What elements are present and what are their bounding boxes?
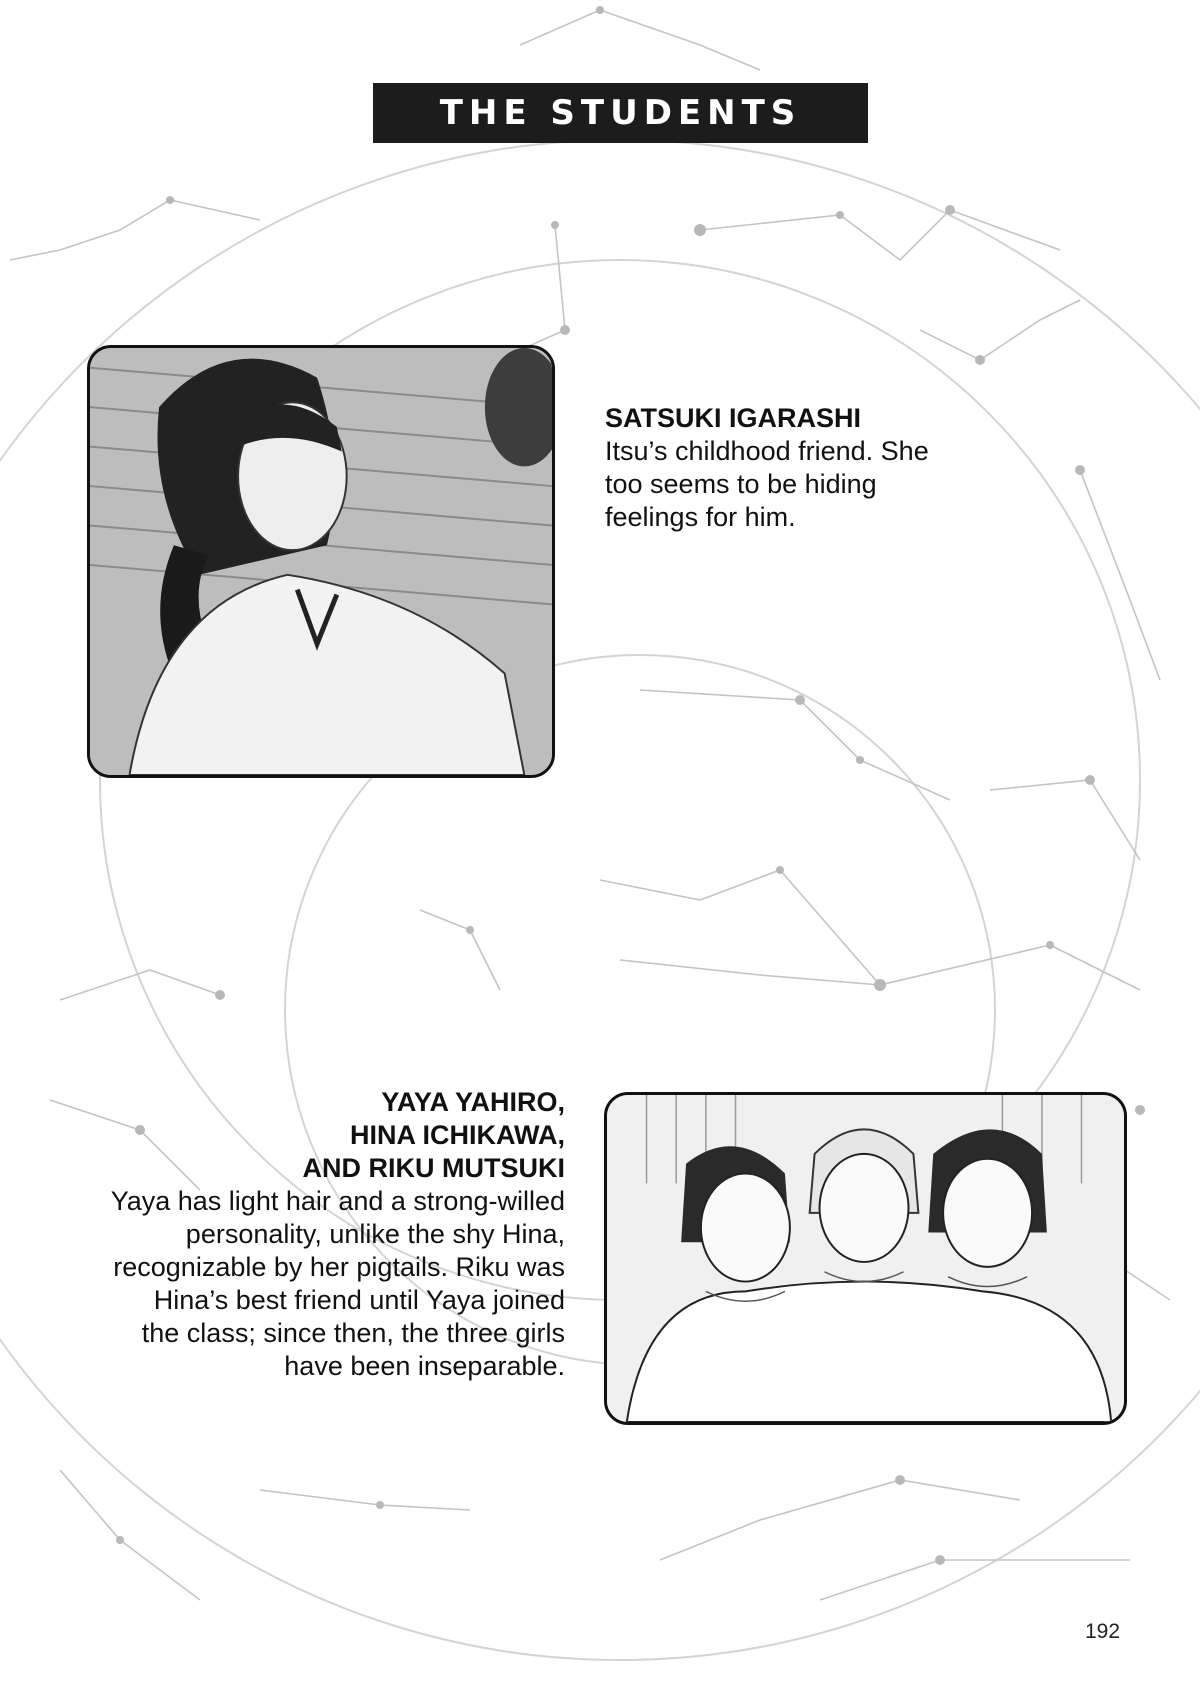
satsuki-illustration-panel [87,345,555,778]
section-title-banner [373,83,868,143]
trio-name-line-3: AND RIKU MUTSUKI [302,1153,565,1183]
trio-name-line-1: YAYA YAHIRO, [381,1087,565,1117]
trio-description: Yaya has light hair and a strong-willed personality, unlike the shy Hina, recognizable by her pigtails. Riku was Hina’s best friend until Yaya joined the class; since then, the three girls have been inseparable. [110,1186,565,1381]
trio-name-line-2: HINA ICHIKAWA, [350,1120,565,1150]
page-number: 192 [1085,1620,1121,1643]
section-title: THE STUDENTS [439,93,802,133]
trio-caption [110,1086,565,1383]
satsuki-description: Itsu’s childhood friend. She too seems to be hiding feelings for him. [605,436,929,532]
satsuki-name: SATSUKI IGARASHI [605,403,862,433]
satsuki-illustration [90,348,552,775]
trio-illustration-panel [604,1092,1127,1425]
trio-illustration [607,1095,1124,1422]
satsuki-caption [605,402,965,534]
